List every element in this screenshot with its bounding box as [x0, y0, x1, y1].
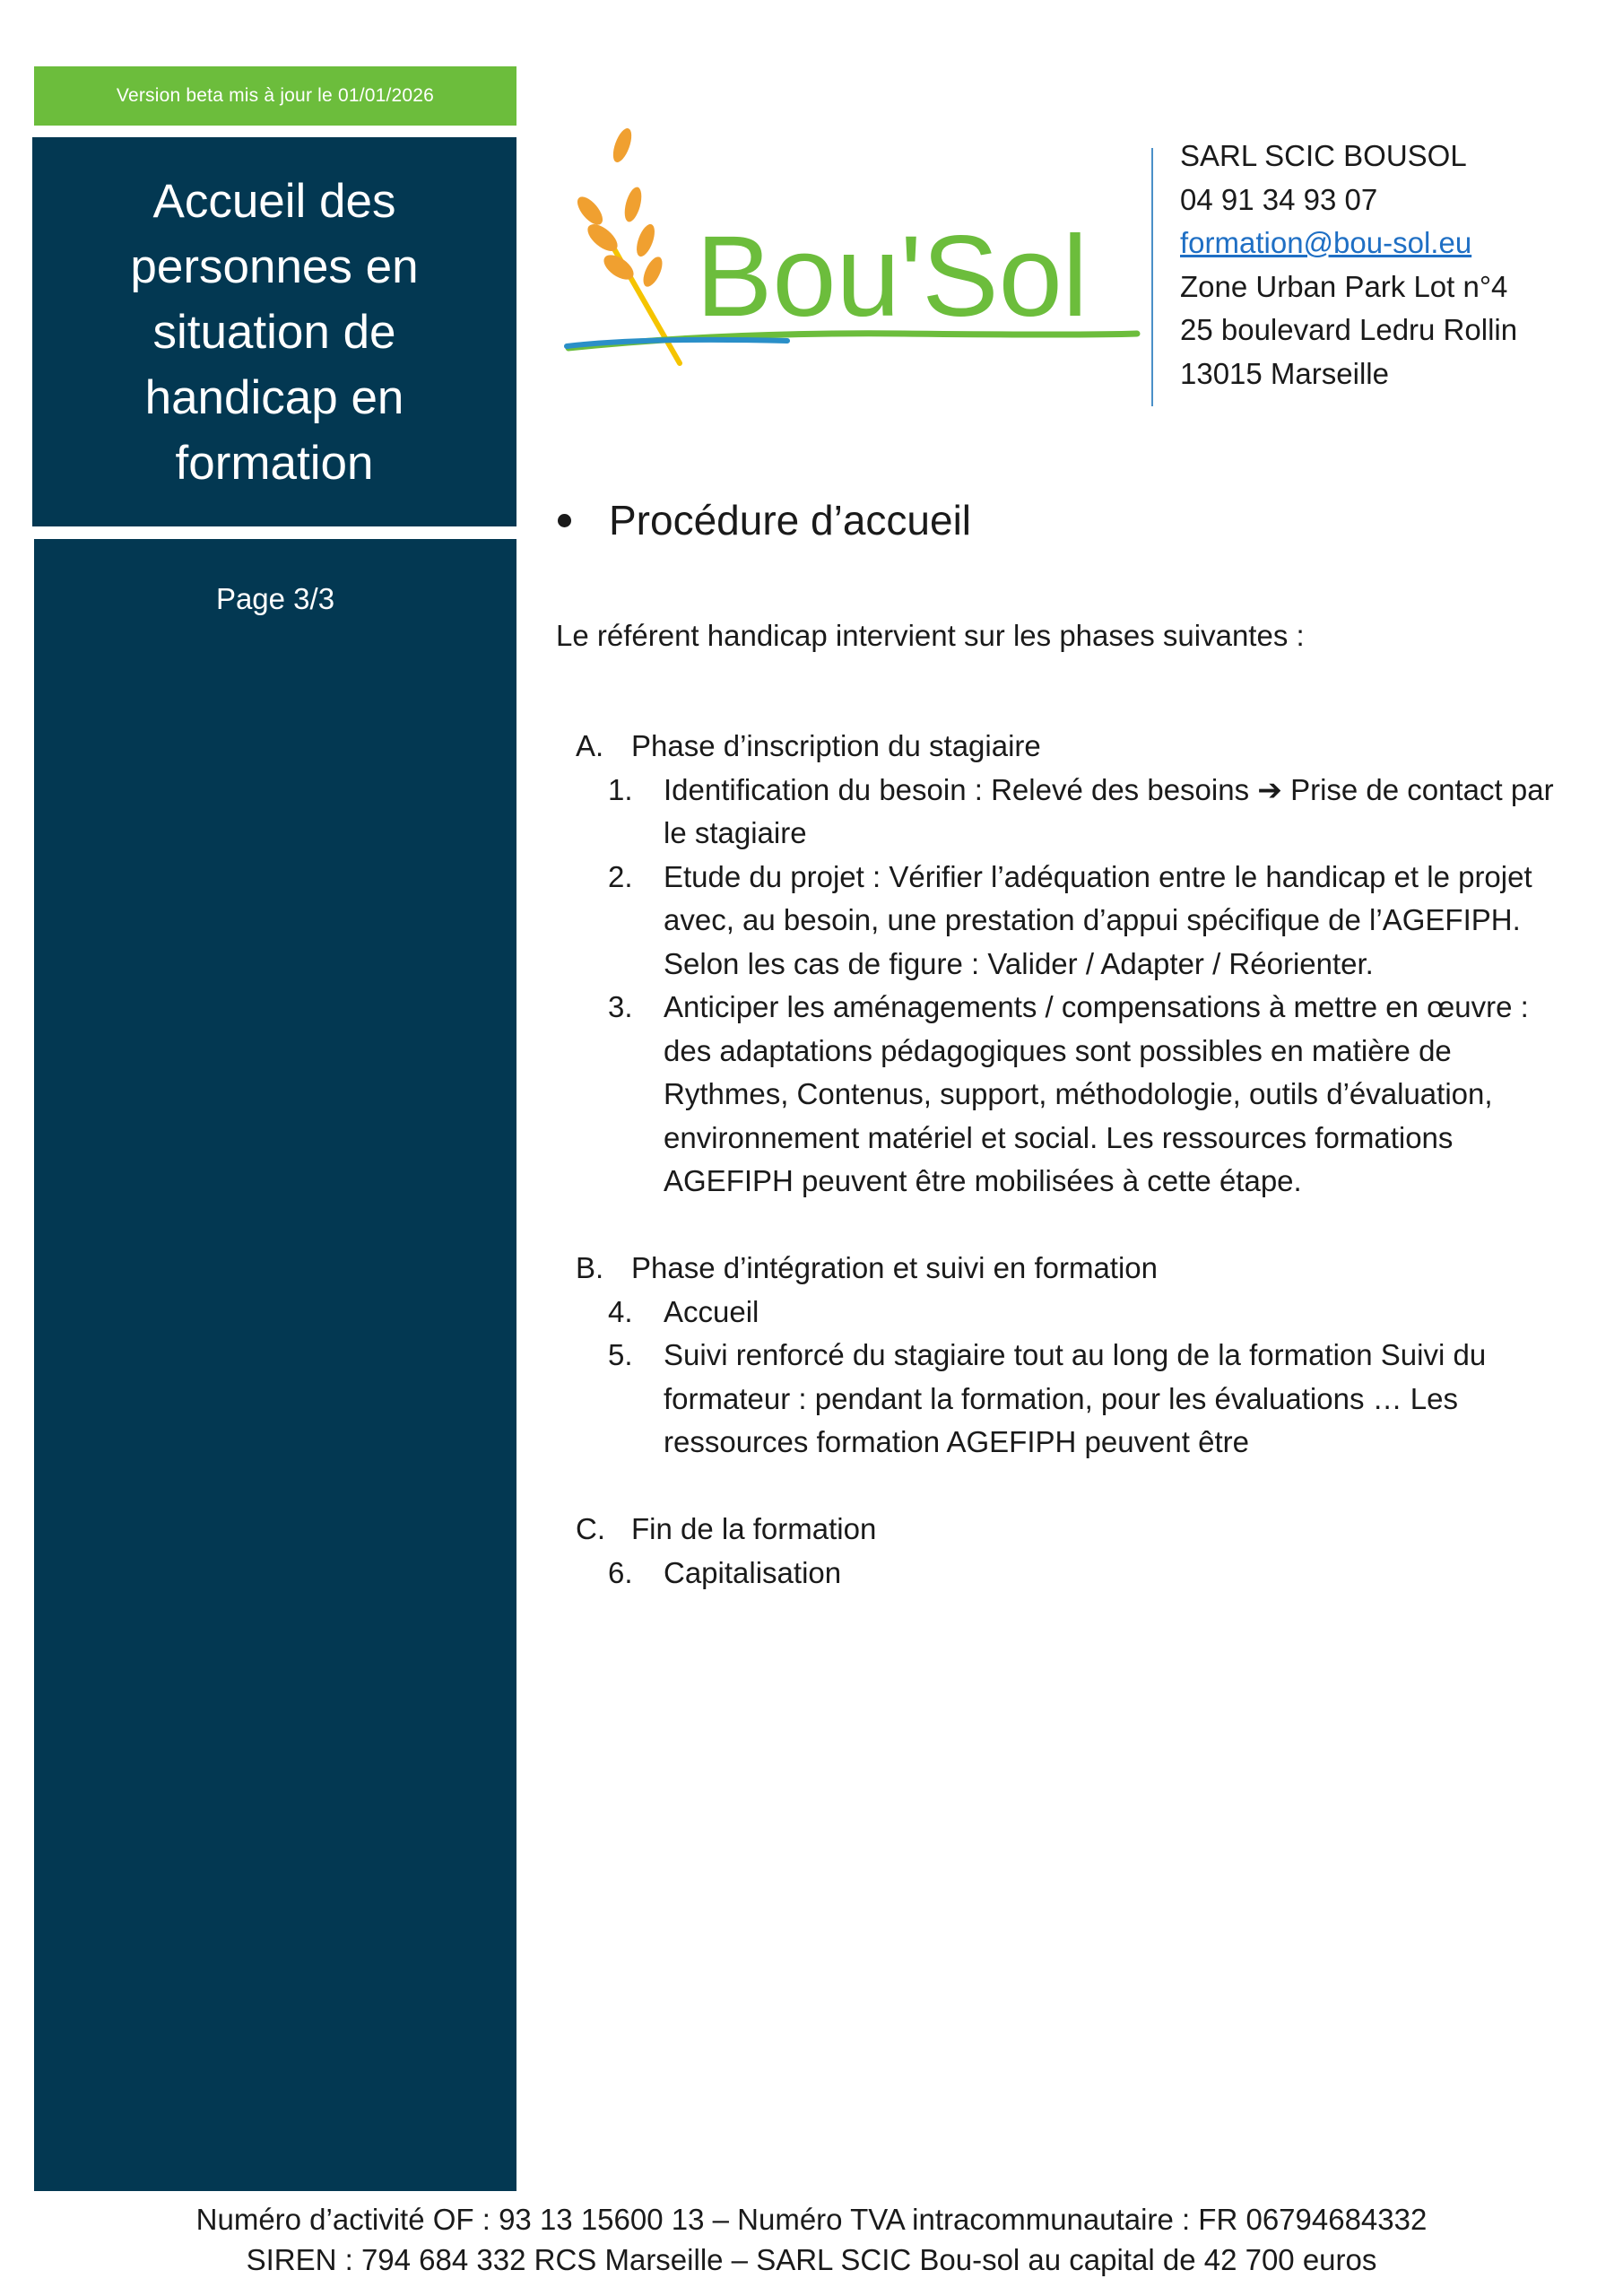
version-banner: [34, 66, 516, 126]
company-name: SARL SCIC BOUSOL: [1180, 139, 1467, 172]
phase-c: [576, 1508, 1580, 1595]
step-number: 6.: [608, 1555, 633, 1589]
logo-swoosh-blue: [567, 340, 787, 346]
list-item: [576, 1291, 1580, 1335]
page-footer: [0, 2199, 1623, 2280]
document-title: Accueil des personnes en situation de handicap en formation: [130, 174, 419, 490]
page-number: Page 3/3: [215, 582, 335, 615]
address-line-2: 25 boulevard Ledru Rollin: [1180, 313, 1518, 346]
step-number: 2.: [608, 859, 633, 893]
logo-grain: [573, 193, 607, 230]
section-heading: [556, 496, 971, 544]
phase-letter: A.: [576, 729, 604, 762]
logo-grain: [633, 222, 658, 258]
phase-b: [576, 1247, 1580, 1465]
version-label: Version beta mis à jour le 01/01/2026: [116, 85, 435, 106]
footer-line-1: Numéro d’activité OF : 93 13 15600 13 – Numéro TVA intracommunautaire : FR 06794684332: [195, 2203, 1428, 2236]
step-number: 4.: [608, 1294, 633, 1328]
list-item: [576, 769, 1580, 856]
document-title-box: [32, 137, 516, 526]
phase-title: Phase d’inscription du stagiaire: [631, 729, 1041, 762]
logo-grain: [621, 186, 645, 224]
step-text: Etude du projet : Vérifier l’adéquation entre le handicap et le projet avec, au besoin, une prestation d’appui spécifique de l’AGEFIPH. Selon les cas de figure : Valider / Adapter / Réorienter.: [664, 859, 1532, 980]
list-item: [576, 986, 1580, 1204]
step-text: Anticiper les aménagements / compensations à mettre en œuvre : des adaptations pédagogiques sont possibles en matière de Rythmes, Contenus, support, méthodologie, outils d’évaluation, environnement matériel et social. Les ressources formations AGEFIPH peuvent être mobilisées à cette étape.: [664, 990, 1529, 1197]
step-number: 1.: [608, 772, 633, 806]
contact-block: [1180, 135, 1517, 396]
step-text: Capitalisation: [664, 1555, 842, 1589]
list-item: [576, 1334, 1580, 1465]
phase-letter: B.: [576, 1251, 604, 1284]
phase-a: [576, 725, 1580, 1204]
step-text: Suivi renforcé du stagiaire tout au long de la formation Suivi du formateur : pendant la formation, pour les évaluations … Les ressources formation AGEFIPH peuvent être: [664, 1338, 1487, 1458]
contact-divider: [1151, 148, 1153, 406]
phone-number: 04 91 34 93 07: [1180, 182, 1378, 216]
logo-grain: [639, 254, 666, 289]
sidebar-panel: [34, 539, 516, 2191]
phase-title: Fin de la formation: [631, 1512, 877, 1545]
phase-title: Phase d’intégration et suivi en formation: [631, 1251, 1159, 1284]
phase-letter: C.: [576, 1512, 605, 1545]
bousol-logo: [563, 126, 1146, 377]
step-number: 5.: [608, 1338, 633, 1371]
logo-wordmark: Bou'Sol: [696, 213, 1089, 341]
list-item: [576, 1552, 1580, 1596]
address-city: 13015 Marseille: [1180, 356, 1389, 390]
section-title: Procédure d’accueil: [609, 497, 972, 544]
step-text: Accueil: [664, 1294, 759, 1328]
footer-line-2: SIREN : 794 684 332 RCS Marseille – SARL SCIC Bou-sol au capital de 42 700 euros: [246, 2243, 1377, 2276]
phase-list: [576, 725, 1580, 1639]
email-link[interactable]: formation@bou-sol.eu: [1180, 226, 1472, 259]
intro-text: Le référent handicap intervient sur les phases suivantes :: [556, 619, 1305, 652]
list-item: [576, 856, 1580, 987]
step-number: 3.: [608, 990, 633, 1023]
address-line-1: Zone Urban Park Lot n°4: [1180, 269, 1508, 303]
bullet-icon: [558, 514, 571, 527]
logo-grain: [610, 126, 636, 164]
step-text: Identification du besoin : Relevé des besoins ➔ Prise de contact par le stagiaire: [664, 772, 1554, 849]
